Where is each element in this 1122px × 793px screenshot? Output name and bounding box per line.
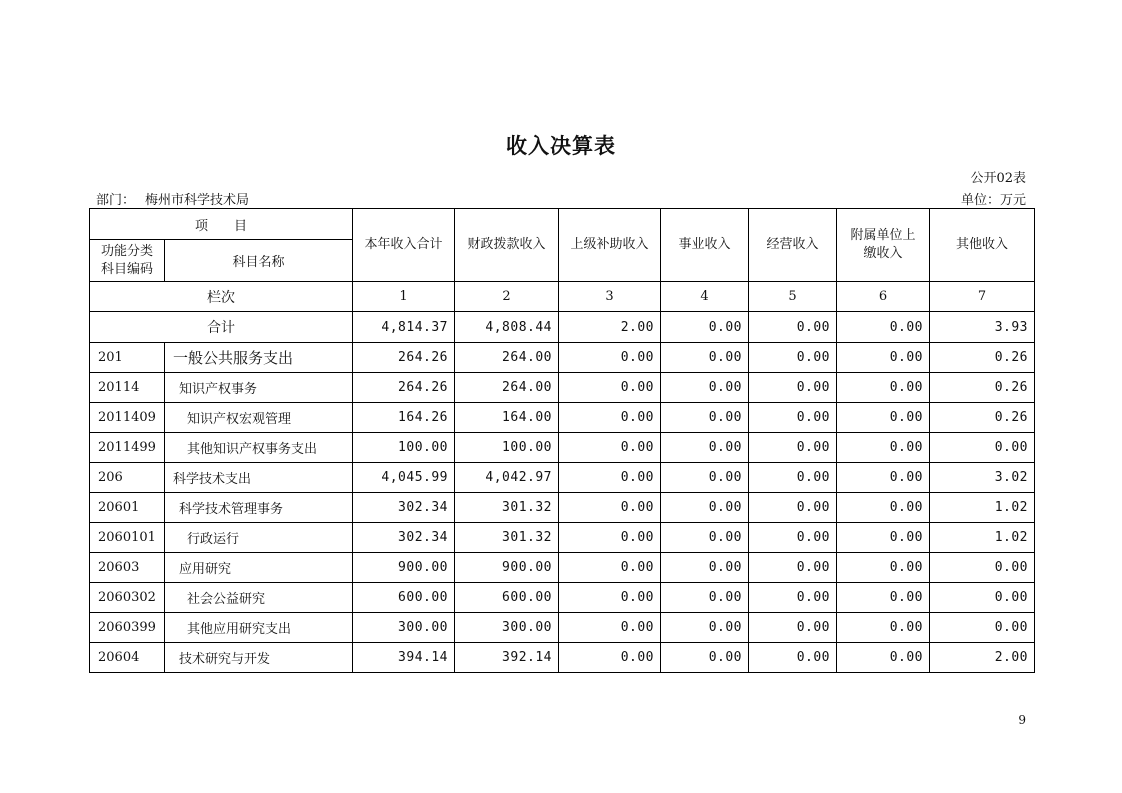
row-value: 264.26 xyxy=(353,373,455,403)
subject-name: 社会公益研究 xyxy=(165,583,353,613)
row-value: 0.00 xyxy=(749,583,837,613)
subject-code: 2060302 xyxy=(90,583,165,613)
row-value: 0.00 xyxy=(930,433,1035,463)
subject-name: 行政运行 xyxy=(165,523,353,553)
row-value: 0.00 xyxy=(559,343,661,373)
subject-name: 技术研究与开发 xyxy=(165,643,353,673)
total-value: 3.93 xyxy=(930,312,1035,343)
row-value: 600.00 xyxy=(455,583,559,613)
row-value: 0.00 xyxy=(661,643,749,673)
subject-code: 2011499 xyxy=(90,433,165,463)
subject-code: 201 xyxy=(90,343,165,373)
page-title: 收入决算表 xyxy=(506,133,616,158)
row-value: 0.00 xyxy=(930,583,1035,613)
row-value: 0.00 xyxy=(559,553,661,583)
row-value: 301.32 xyxy=(455,493,559,523)
row-value: 0.26 xyxy=(930,373,1035,403)
row-value: 0.00 xyxy=(837,583,930,613)
row-value: 0.00 xyxy=(837,553,930,583)
row-value: 0.00 xyxy=(559,373,661,403)
total-value: 4,814.37 xyxy=(353,312,455,343)
row-value: 0.00 xyxy=(749,643,837,673)
row-value: 0.00 xyxy=(559,583,661,613)
header-col: 上级补助收入 xyxy=(559,209,661,282)
row-value: 0.00 xyxy=(837,433,930,463)
table-row xyxy=(90,643,1035,673)
column-number: 5 xyxy=(749,282,837,312)
subject-code: 20603 xyxy=(90,553,165,583)
total-value: 2.00 xyxy=(559,312,661,343)
table-row xyxy=(90,553,1035,583)
total-value: 0.00 xyxy=(749,312,837,343)
total-label: 合计 xyxy=(90,312,353,343)
row-value: 600.00 xyxy=(353,583,455,613)
row-value: 0.00 xyxy=(661,553,749,583)
subject-name: 知识产权事务 xyxy=(165,373,353,403)
total-value: 0.00 xyxy=(661,312,749,343)
row-value: 0.00 xyxy=(837,343,930,373)
subject-code: 2011409 xyxy=(90,403,165,433)
page-number: 9 xyxy=(1018,713,1026,727)
row-value: 0.00 xyxy=(837,493,930,523)
subject-name: 其他应用研究支出 xyxy=(165,613,353,643)
table-row xyxy=(90,523,1035,553)
table-row xyxy=(90,493,1035,523)
header-col: 事业收入 xyxy=(661,209,749,282)
row-value: 0.00 xyxy=(559,463,661,493)
table-row xyxy=(90,433,1035,463)
subject-code: 20114 xyxy=(90,373,165,403)
subject-name: 科学技术管理事务 xyxy=(165,493,353,523)
row-value: 1.02 xyxy=(930,493,1035,523)
row-index-label: 栏次 xyxy=(90,282,353,312)
row-value: 0.00 xyxy=(837,643,930,673)
subject-code: 20601 xyxy=(90,493,165,523)
row-value: 0.00 xyxy=(930,613,1035,643)
row-value: 900.00 xyxy=(353,553,455,583)
row-value: 4,045.99 xyxy=(353,463,455,493)
row-value: 392.14 xyxy=(455,643,559,673)
row-value: 0.26 xyxy=(930,343,1035,373)
column-number: 3 xyxy=(559,282,661,312)
column-number: 6 xyxy=(837,282,930,312)
row-value: 164.00 xyxy=(455,403,559,433)
total-value: 0.00 xyxy=(837,312,930,343)
row-value: 0.00 xyxy=(749,403,837,433)
column-number: 2 xyxy=(455,282,559,312)
table-row xyxy=(90,373,1035,403)
row-value: 0.00 xyxy=(749,493,837,523)
row-value: 0.00 xyxy=(559,433,661,463)
row-value: 264.26 xyxy=(353,343,455,373)
row-value: 2.00 xyxy=(930,643,1035,673)
row-value: 0.00 xyxy=(749,613,837,643)
row-value: 301.32 xyxy=(455,523,559,553)
row-value: 0.00 xyxy=(559,613,661,643)
subject-code: 2060399 xyxy=(90,613,165,643)
department-label: 部门： xyxy=(96,193,136,208)
row-value: 1.02 xyxy=(930,523,1035,553)
row-value: 0.00 xyxy=(661,613,749,643)
row-value: 0.00 xyxy=(837,613,930,643)
row-value: 302.34 xyxy=(353,523,455,553)
header-item: 项 目 xyxy=(90,209,353,240)
row-value: 3.02 xyxy=(930,463,1035,493)
row-value: 0.00 xyxy=(837,403,930,433)
row-value: 300.00 xyxy=(353,613,455,643)
row-value: 0.00 xyxy=(749,553,837,583)
subject-name: 一般公共服务支出 xyxy=(165,343,353,373)
row-value: 0.00 xyxy=(661,433,749,463)
row-value: 0.00 xyxy=(559,643,661,673)
row-value: 0.00 xyxy=(749,463,837,493)
department-value: 梅州市科学技术局 xyxy=(145,193,250,208)
table-row xyxy=(90,343,1035,373)
row-value: 394.14 xyxy=(353,643,455,673)
subject-name: 科学技术支出 xyxy=(165,463,353,493)
row-value: 0.00 xyxy=(661,343,749,373)
header-col: 经营收入 xyxy=(749,209,837,282)
row-value: 0.00 xyxy=(661,583,749,613)
row-value: 0.00 xyxy=(749,523,837,553)
row-value: 0.00 xyxy=(661,403,749,433)
row-value: 0.00 xyxy=(837,373,930,403)
row-value: 300.00 xyxy=(455,613,559,643)
row-value: 0.00 xyxy=(559,523,661,553)
column-number: 7 xyxy=(930,282,1035,312)
row-value: 0.00 xyxy=(837,523,930,553)
header-col: 其他收入 xyxy=(930,209,1035,282)
row-value: 264.00 xyxy=(455,343,559,373)
subject-name: 其他知识产权事务支出 xyxy=(165,433,353,463)
table-row xyxy=(90,463,1035,493)
row-value: 0.00 xyxy=(749,433,837,463)
header-subject-name: 科目名称 xyxy=(165,240,353,282)
subject-code: 206 xyxy=(90,463,165,493)
row-value: 900.00 xyxy=(455,553,559,583)
table-row xyxy=(90,583,1035,613)
subject-name: 知识产权宏观管理 xyxy=(165,403,353,433)
subject-code: 20604 xyxy=(90,643,165,673)
row-value: 0.00 xyxy=(661,463,749,493)
table-row xyxy=(90,403,1035,433)
row-value: 0.00 xyxy=(559,493,661,523)
department-line xyxy=(96,189,249,208)
row-value: 302.34 xyxy=(353,493,455,523)
row-value: 0.00 xyxy=(749,343,837,373)
row-value: 164.26 xyxy=(353,403,455,433)
row-value: 0.00 xyxy=(559,403,661,433)
form-number: 公开02表 xyxy=(970,171,1026,186)
header-col: 附属单位上 缴收入 xyxy=(837,209,930,282)
column-number: 1 xyxy=(353,282,455,312)
header-func-code: 功能分类 科目编码 xyxy=(90,240,165,282)
unit-label: 单位：万元 xyxy=(960,193,1026,208)
header-col: 本年收入合计 xyxy=(353,209,455,282)
row-value: 0.00 xyxy=(837,463,930,493)
header-col: 财政拨款收入 xyxy=(455,209,559,282)
row-value: 0.00 xyxy=(661,523,749,553)
column-number: 4 xyxy=(661,282,749,312)
subject-name: 应用研究 xyxy=(165,553,353,583)
row-value: 100.00 xyxy=(353,433,455,463)
row-value: 100.00 xyxy=(455,433,559,463)
income-table xyxy=(89,208,1035,673)
row-value: 0.26 xyxy=(930,403,1035,433)
row-value: 0.00 xyxy=(930,553,1035,583)
row-value: 0.00 xyxy=(661,493,749,523)
subject-code: 2060101 xyxy=(90,523,165,553)
row-value: 0.00 xyxy=(749,373,837,403)
row-value: 264.00 xyxy=(455,373,559,403)
total-value: 4,808.44 xyxy=(455,312,559,343)
row-value: 4,042.97 xyxy=(455,463,559,493)
row-value: 0.00 xyxy=(661,373,749,403)
table-row xyxy=(90,613,1035,643)
